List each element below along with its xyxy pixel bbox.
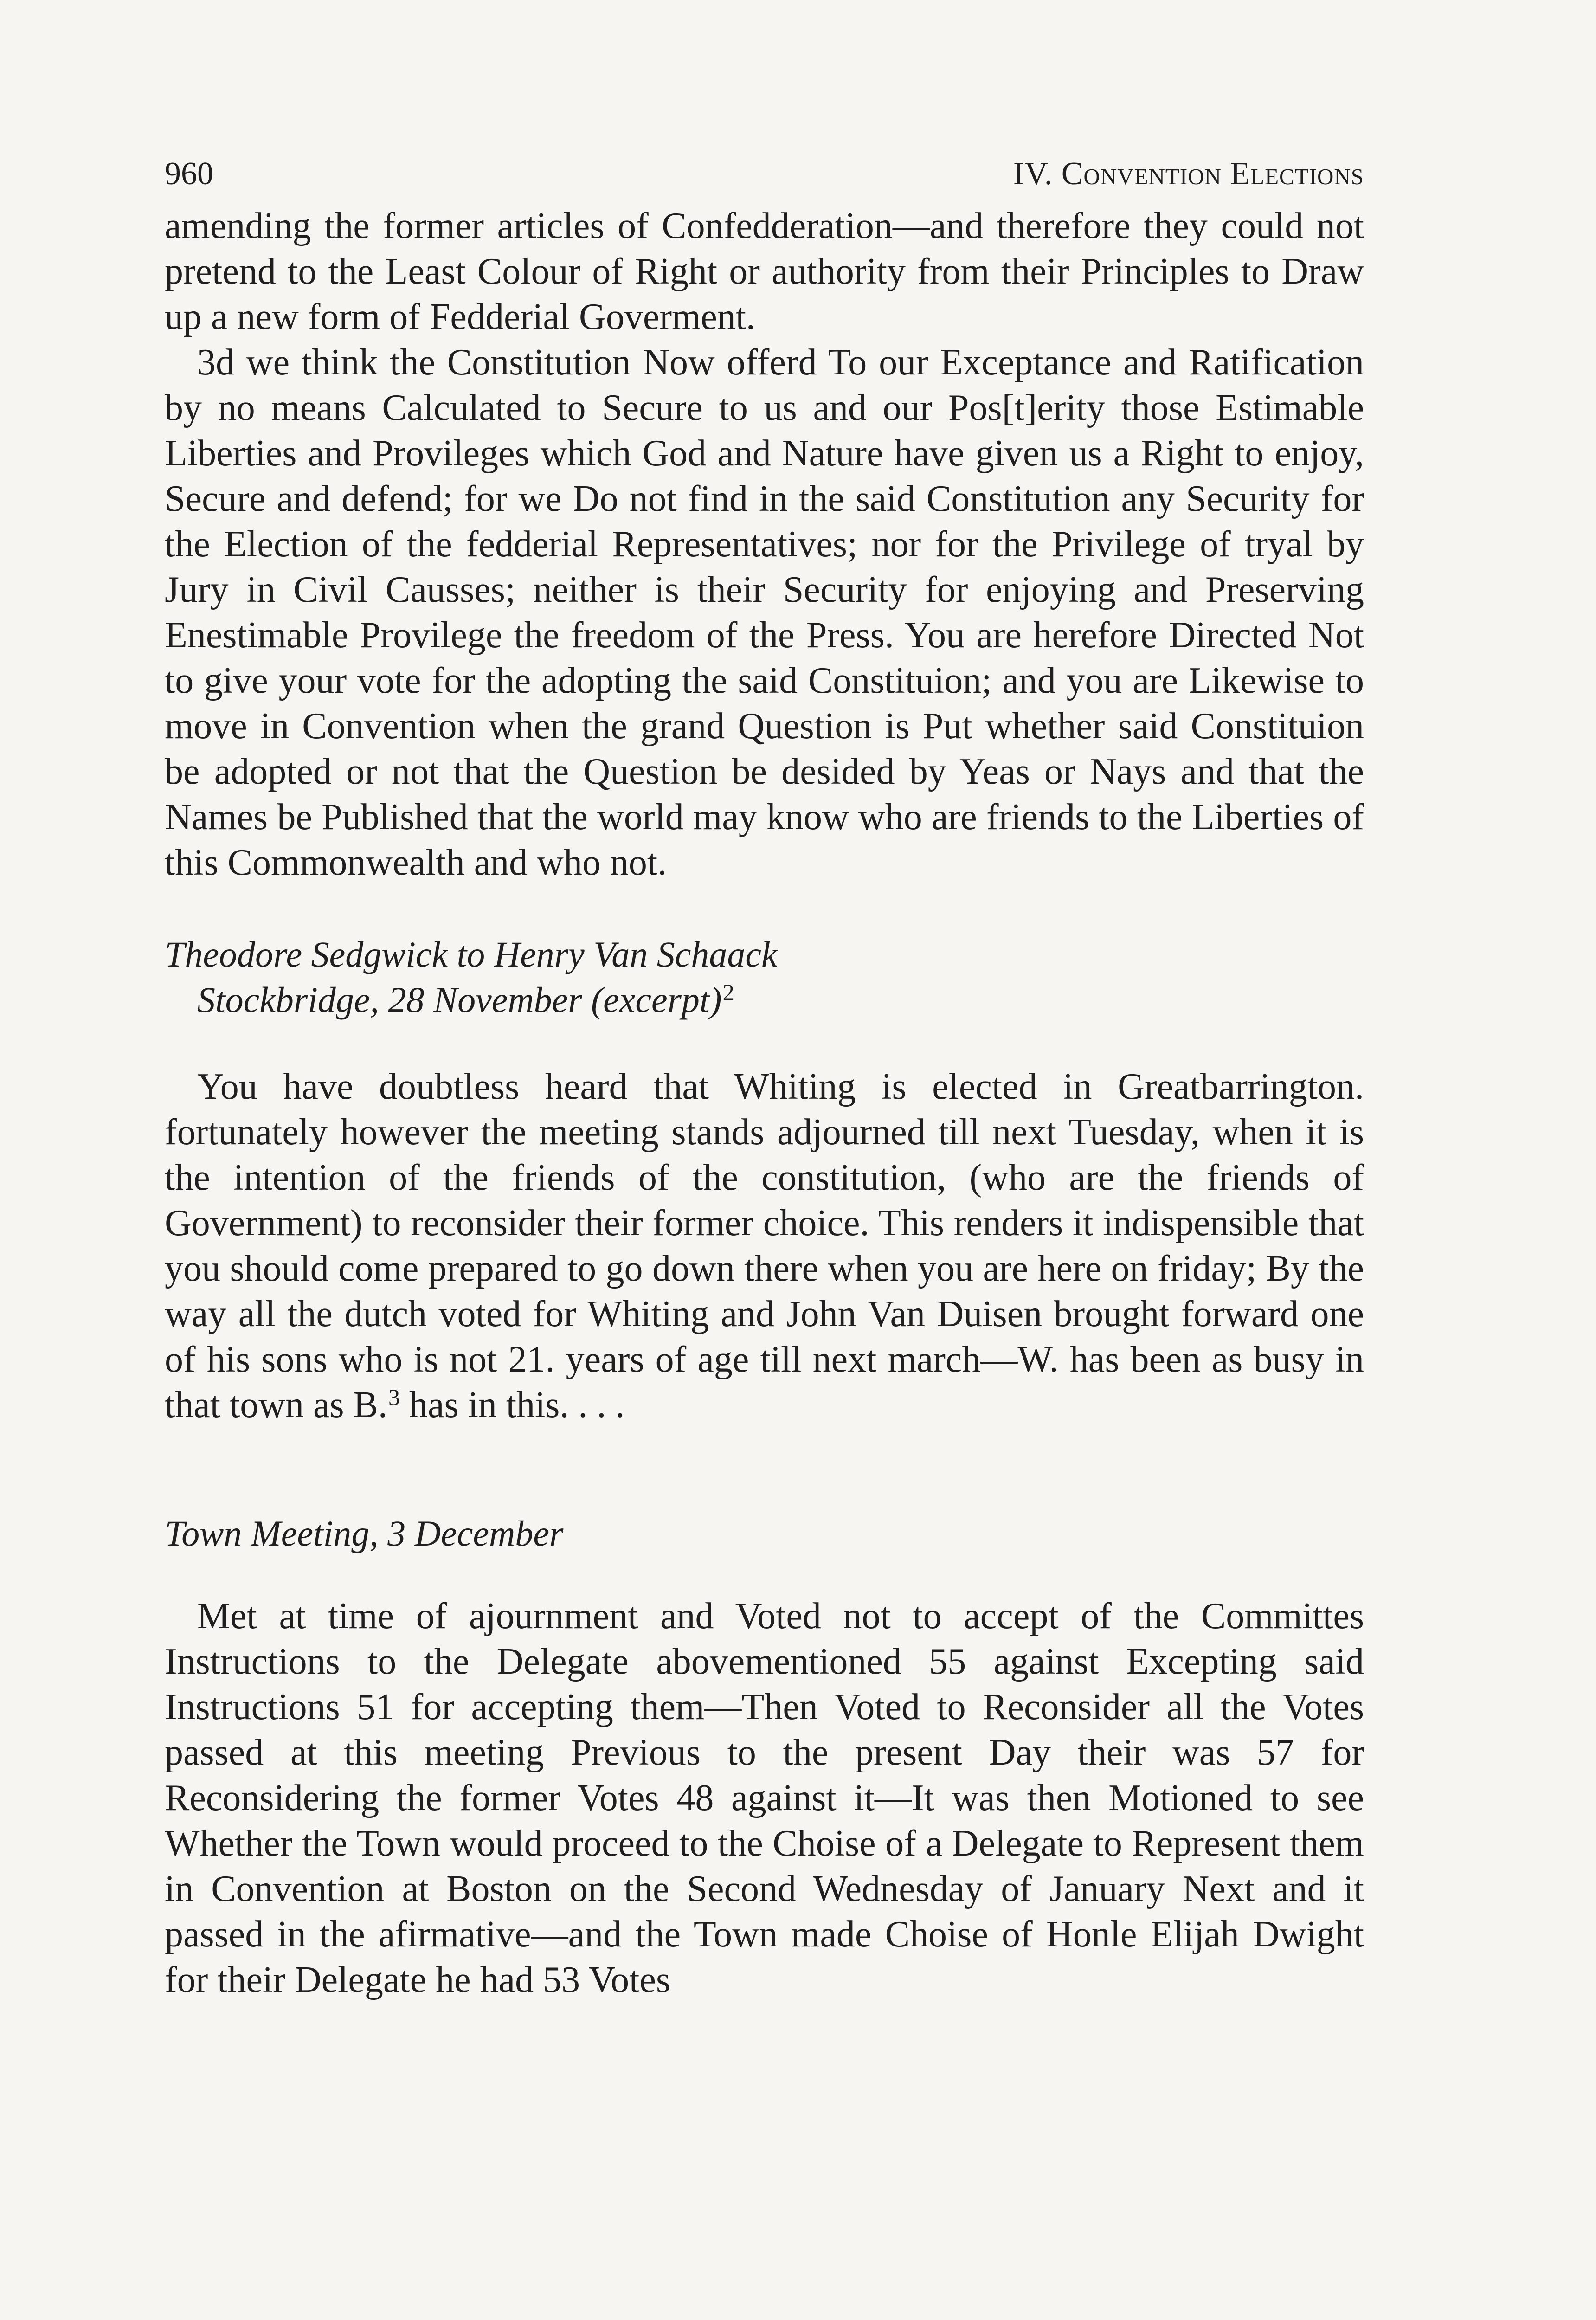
spacer: [165, 1027, 1364, 1064]
town-meeting-body: [165, 1593, 1364, 2003]
town-meeting-paragraph: Met at time of ajournment and Voted not to accept of the Committes Instructions to the Delegate abovementioned 55 against Excepting said Instructions 51 for accepting them—Then Voted to Reconsider all the Votes passed at this meeting Previous to the present Day their was 57 for Reconsidering the former Votes 48 against it—It was then Motioned to see Whether the Town would proceed to the Choise of a Delegate to Represent them in Convention at Boston on the Second Wednesday of January Next and it passed in the afirmative—and the Town made Choise of Honle Elijah Dwight for their Delegate he had 53 Votes: [165, 1596, 1364, 2000]
footnote-ref-2: 2: [722, 979, 734, 1005]
running-head: IV. Convention Elections: [1013, 156, 1364, 192]
page-number: 960: [165, 156, 213, 192]
spacer: [165, 1432, 1364, 1511]
sedgwick-letter-body: [165, 1064, 1364, 1432]
sedgwick-heading-line2: [165, 977, 1364, 1027]
sedgwick-letter-text-part1: You have doubtless heard that Whiting is elected in Greatbarrington. fortunately however the meeting stands adjourned till next Tuesday, when it is the intention of the friends of the constitution, (who are the friends of Government) to reconsider their former choice. This renders it indispensible that you should come prepared to go down there when you are here on friday; By the way all the dutch voted for Whiting and John Van Duisen brought forward one of his sons who is not 21. years of age till next march—W. has been as busy in that town as B.: [165, 1066, 1364, 1425]
sedgwick-letter-paragraph: [165, 1064, 1364, 1432]
page-header: [165, 153, 1364, 195]
sedgwick-heading-line1: Theodore Sedgwick to Henry Van Schaack: [165, 934, 778, 974]
sedgwick-letter-heading: [165, 932, 1364, 1027]
instructions-third-point: 3d we think the Constitution Now offerd To our Exceptance and Ratification by no means Calculated to Secure to us and our Pos[t]erity those Estimable Liberties and Provileges which God and Nature have given us a Right to enjoy, Secure and defend; for we Do not find in the said Constitution any Security for the Election of the fedderial Representatives; nor for the Privilege of tryal by Jury in Civil Causses; neither is their Security for enjoying and Preserving Enestimable Provilege the freedom of the Press. You are herefore Directed Not to give your vote for the adopting the said Constituion; and you are Likewise to move in Convention when the grand Question is Put whether said Constituion be adopted or not that the Question be desided by Yeas or Nays and that the Names be Published that the world may know who are friends to the Liberties of this Commonwealth and who not.: [165, 342, 1364, 883]
spacer: [165, 1556, 1364, 1593]
page-content: [165, 153, 1364, 2003]
spacer: [165, 885, 1364, 932]
sedgwick-heading-place-date: Stockbridge, 28 November (excerpt): [197, 980, 722, 1020]
instructions-section: [165, 203, 1364, 885]
footnote-ref-3: 3: [388, 1384, 400, 1410]
instructions-continuation: amending the former articles of Confedderation—and therefore they could not pretend to the Least Colour of Right or authority from their Principles to Draw up a new form of Fedderial Goverment.: [165, 206, 1364, 337]
town-meeting-heading: Town Meeting, 3 December: [165, 1513, 564, 1553]
sedgwick-letter-text-part2: has in this. . . .: [399, 1385, 625, 1425]
